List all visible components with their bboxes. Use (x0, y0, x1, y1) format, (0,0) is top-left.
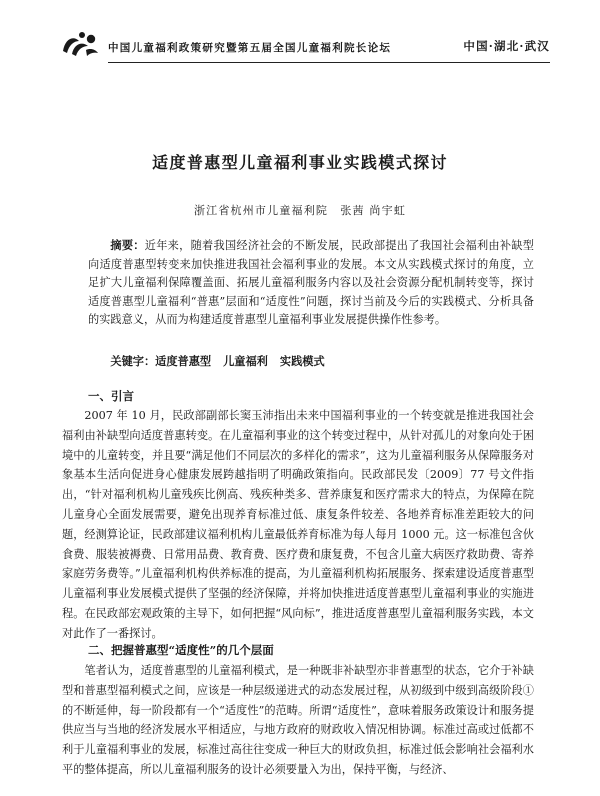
abstract-text: 近年来，随着我国经济社会的不断发展，民政部提出了我国社会福利由补缺型向适度普惠型转变来加快推进我国社会福利事业的发展。本文从实践模式探讨的角度，立足扩大儿童福利保障覆盖面、拓展儿童福利服务内容以及社会资源分配机制转变等，探讨适度普惠型儿童福利“普惠”层面和“适度性”问题，探讨当前及今后的实践模式、分析具备的实践意义，从而为构建适度普惠型儿童福利事业发展提供操作性参考。 (88, 239, 534, 327)
keyword-item: 儿童福利 (223, 354, 268, 368)
moderation-paragraph: 笔者认为，适度普惠型的儿童福利模式，是一种既非补缺型亦非普惠型的状态，它介于补缺型和普惠型福利模式之间，应该是一种层级递进式的动态发展过程，从初级到中级到高级阶段①的不断延伸，每一阶段都有一个“适度性”的范畴。所谓“适度性”，意味着服务政策设计和服务提供应当与当地的经济发展水平相适应，与地方政府的财政收入情况相协调。标准过高或过低都不利于儿童福利事业的发展，标准过高往往变成一种巨大的财政负担，标准过低会影响社会福利水平的整体提高，所以儿童福利服务的设计必须要量入为出，保持平衡，与经济、 (62, 664, 534, 776)
page-header (60, 28, 550, 74)
keywords-label: 关键字： (110, 354, 156, 368)
abstract (88, 236, 534, 330)
conference-title: 中国儿童福利政策研究暨第五届全国儿童福利院长论坛 (108, 42, 392, 54)
header-divider (108, 62, 550, 63)
conference-location: 中国·湖北·武汉 (463, 39, 550, 53)
article-title: 适度普惠型儿童福利事业实践模式探讨 (152, 153, 448, 172)
abstract-label: 摘要： (110, 238, 145, 252)
keyword-item: 实践模式 (279, 354, 325, 368)
keywords (88, 352, 534, 370)
conference-logo-icon (60, 30, 100, 60)
article-authors: 浙江省杭州市儿童福利院 张茜 尚宇虹 (193, 204, 407, 217)
section-heading-moderation: 二、把握普惠型“适度性”的几个层面 (88, 643, 274, 657)
keyword-item: 适度普惠型 (155, 354, 212, 368)
introduction-paragraph: 2007 年 10 月，民政部副部长窦玉沛指出未来中国福利事业的一个转变就是推进我国社会福利由补缺型向适度普惠转变。在儿童福利事业的这个转变过程中，从针对孤儿的对象向处于困境中的儿童转变，并且要“满足他们不同层次的多样化的需求”，这为儿童福利服务从保障服务对象基本生活向促进身心健康发展跨越指明了明确政策指向。民政部民发〔2009〕77 号文件指出，“针对福利机构儿童残疾比例高、残疾种类多、营养康复和医疗需求大的特点，为保障在院儿童身心全面发展需要，避免出现养育标准过低、康复条件较差、各地养育标准差距较大的问题，经测算论证，民政部建议福利机构儿童最低养育标准为每人每月 1000 元。这一标准包含伙食费、服装被褥费、日常用品费、教育费、医疗费和康复费，不包含儿童大病医疗救助费、寄养家庭劳务费等。”儿童福利机构供养标准的提高，为儿童福利机构拓展服务、探索建设适度普惠型儿童福利事业发展模式提供了坚强的经济保障，并将加快推进适度普惠型儿童福利事业的实施进程。在民政部宏观政策的主导下，如何把握“风向标”，推进适度普惠型儿童福利服务实践，本文对此作了一番探讨。 (62, 409, 534, 640)
section-heading-introduction: 一、引言 (88, 389, 134, 403)
